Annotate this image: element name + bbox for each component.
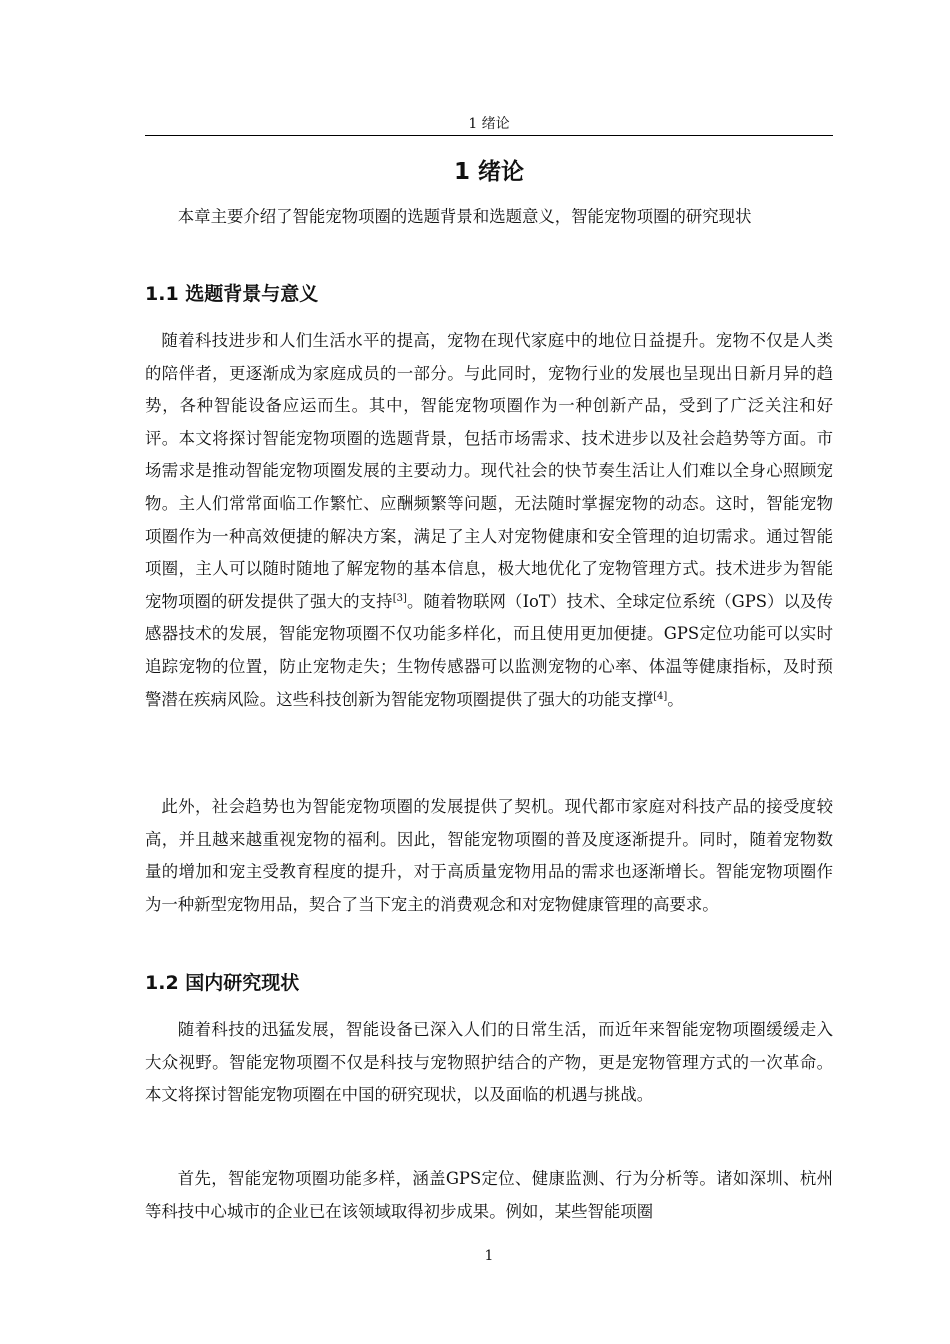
chapter-intro-paragraph: 本章主要介绍了智能宠物项圈的选题背景和选题意义，智能宠物项圈的研究现状: [177, 207, 752, 226]
running-header: 1 绪论: [468, 116, 510, 132]
citation-3: [3]: [392, 592, 407, 604]
section-1-2-paragraph-2: 首先，智能宠物项圈功能多样，涵盖GPS定位、健康监测、行为分析等。诸如深圳、杭州等科技中心城市的企业已在该领域取得初步成果。例如，某些智能项圈: [145, 1169, 833, 1221]
section-1-2-paragraph-1: 随着科技的迅猛发展，智能设备已深入人们的日常生活，而近年来智能宠物项圈缓缓走入大众视野。智能宠物项圈不仅是科技与宠物照护结合的产物，更是宠物管理方式的一次革命。本文将探讨智能宠物项圈在中国的研究现状，以及面临的机遇与挑战。: [145, 1020, 833, 1105]
section-1-1-paragraph-1: [145, 325, 833, 716]
header-rule: [145, 135, 833, 136]
paragraph-text: 随着科技进步和人们生活水平的提高，宠物在现代家庭中的地位日益提升。宠物不仅是人类的陪伴者，更逐渐成为家庭成员的一部分。与此同时，宠物行业的发展也呈现出日新月异的趋势，各种智能设备应运而生。其中，智能宠物项圈作为一种创新产品，受到了广泛关注和好评。本文将探讨智能宠物项圈的选题背景，包括市场需求、技术进步以及社会趋势等方面。市场需求是推动智能宠物项圈发展的主要动力。现代社会的快节奏生活让人们难以全身心照顾宠物。主人们常常面临工作繁忙、应酬频繁等问题，无法随时掌握宠物的动态。这时，智能宠物项圈作为一种高效便捷的解决方案，满足了主人对宠物健康和安全管理的迫切需求。通过智能项圈，主人可以随时随地了解宠物的基本信息，极大地优化了宠物管理方式。技术进步为智能宠物项圈的研发提供了强大的支持: [145, 331, 833, 611]
paragraph-text: 。: [667, 689, 684, 709]
section-1-1-paragraph-2: 此外，社会趋势也为智能宠物项圈的发展提供了契机。现代都市家庭对科技产品的接受度较高，并且越来越重视宠物的福利。因此，智能宠物项圈的普及度逐渐提升。同时，随着宠物数量的增加和宠主受教育程度的提升，对于高质量宠物用品的需求也逐渐增长。智能宠物项圈作为一种新型宠物用品，契合了当下宠主的消费观念和对宠物健康管理的高要求。: [145, 797, 833, 914]
paragraph-text: 。随着物联网（IoT）技术、全球定位系统（GPS）以及传感器技术的发展，智能宠物项圈不仅功能多样化，而且使用更加便捷。GPS定位功能可以实时追踪宠物的位置，防止宠物走失；生物传感器可以监测宠物的心率、体温等健康指标，及时预警潜在疾病风险。这些科技创新为智能宠物项圈提供了强大的功能支撑: [145, 591, 834, 709]
page-number: 1: [484, 1248, 494, 1264]
section-heading-1-1: 1.1 选题背景与意义: [145, 283, 319, 305]
chapter-title: 1 绪论: [453, 159, 524, 185]
section-heading-1-2: 1.2 国内研究现状: [145, 972, 300, 994]
citation-4: [4]: [653, 690, 668, 702]
